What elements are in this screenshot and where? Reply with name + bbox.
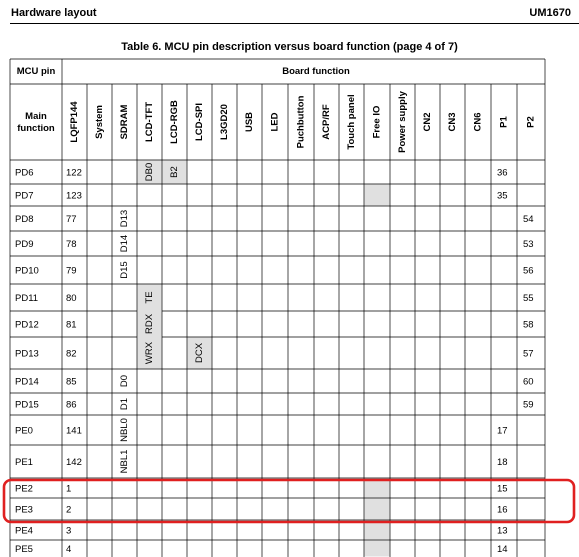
column-header: LCD-TFT: [144, 101, 155, 143]
row-function: B2: [169, 166, 180, 178]
row-function: D13: [119, 209, 130, 228]
row-lqfp: 78: [66, 239, 77, 250]
row-function: RDX: [144, 313, 155, 335]
row-pin-name: PE1: [15, 457, 33, 468]
row-p2: 60: [523, 376, 534, 388]
header-main-function: Main: [25, 111, 47, 122]
row-pin-name: PD8: [15, 214, 34, 225]
row-p1: 14: [497, 544, 508, 555]
column-header: Power supply: [397, 91, 408, 153]
row-p1: 15: [497, 483, 508, 495]
group-board-function: Board function: [282, 66, 350, 77]
row-lqfp: 142: [66, 457, 82, 468]
row-function: TE: [144, 291, 155, 304]
row-pin-name: PE0: [15, 425, 33, 437]
row-p2: 57: [523, 348, 534, 360]
row-p1: 16: [497, 504, 508, 516]
row-pin-name: PD13: [15, 348, 39, 360]
shaded-cell: [365, 185, 390, 206]
row-lqfp: 86: [66, 399, 77, 411]
column-header: CN3: [447, 112, 458, 132]
column-header: P2: [525, 116, 537, 128]
row-function: D15: [119, 261, 130, 279]
row-p2: 54: [523, 214, 534, 225]
shaded-cell: [365, 479, 390, 498]
row-p2: 53: [523, 239, 534, 250]
document-id: UM1670: [529, 7, 571, 19]
column-header: CN2: [422, 112, 433, 132]
column-header: LQFP144: [69, 101, 80, 143]
section-title: Hardware layout: [11, 7, 97, 19]
row-lqfp: 141: [66, 425, 82, 437]
shaded-cell: [365, 499, 390, 520]
row-lqfp: 85: [66, 376, 77, 388]
header-main-function: function: [17, 123, 55, 134]
row-function: DCX: [194, 342, 205, 364]
row-lqfp: 123: [66, 190, 82, 202]
row-lqfp: 3: [66, 525, 72, 537]
column-header: USB: [244, 111, 255, 133]
column-header: CN6: [472, 112, 484, 132]
row-lqfp: 2: [66, 504, 72, 516]
column-header: SDRAM: [119, 104, 130, 140]
row-pin-name: PD15: [15, 399, 39, 411]
row-p2: 59: [523, 399, 534, 411]
column-header: Puchbutton: [295, 95, 307, 149]
row-pin-name: PD9: [15, 239, 34, 250]
column-header: Touch panel: [346, 94, 357, 150]
column-header: LED: [269, 112, 281, 132]
row-function: D14: [119, 234, 130, 253]
row-pin-name: PE2: [15, 483, 33, 495]
column-header: Free IO: [371, 105, 383, 139]
table-caption: Table 6. MCU pin description versus board function (page 4 of 7): [121, 41, 458, 53]
column-header: L3GD20: [219, 104, 230, 140]
row-p1: 13: [497, 525, 508, 537]
row-pin-name: PE3: [15, 504, 33, 516]
row-lqfp: 77: [66, 214, 77, 225]
row-pin-name: PD6: [15, 167, 34, 179]
row-pin-name: PD14: [15, 376, 39, 388]
row-p2: 56: [523, 265, 534, 277]
column-header: LCD-SPI: [194, 103, 205, 141]
row-function: DB0: [144, 162, 155, 182]
row-lqfp: 81: [66, 319, 77, 331]
row-pin-name: PD11: [15, 293, 39, 304]
row-function: NBL0: [119, 418, 130, 442]
group-mcu-pin: MCU pin: [16, 66, 56, 77]
row-pin-name: PE5: [15, 544, 33, 555]
column-header: LCD-RGB: [169, 100, 180, 144]
row-p1: 36: [497, 167, 508, 179]
highlight-box: [4, 480, 574, 522]
row-lqfp: 122: [66, 167, 82, 179]
row-lqfp: 80: [66, 293, 77, 304]
row-pin-name: PE4: [15, 525, 33, 537]
row-pin-name: PD12: [15, 319, 39, 331]
row-lqfp: 1: [66, 483, 72, 495]
row-p1: 17: [497, 425, 508, 437]
row-p1: 35: [497, 190, 508, 202]
shaded-cell: [365, 521, 390, 540]
shaded-cell: [365, 541, 390, 557]
row-function: WRX: [144, 341, 155, 365]
row-function: NBL1: [119, 449, 130, 474]
column-header: P1: [498, 116, 510, 128]
column-header: System: [94, 105, 105, 139]
row-pin-name: PD7: [15, 190, 34, 202]
row-lqfp: 4: [66, 544, 72, 555]
row-lqfp: 82: [66, 348, 77, 360]
row-p2: 55: [523, 293, 534, 304]
row-lqfp: 79: [66, 265, 77, 277]
column-header: ACP/RF: [321, 104, 332, 140]
row-function: D0: [119, 374, 130, 388]
row-pin-name: PD10: [15, 265, 39, 277]
row-p1: 18: [497, 457, 508, 468]
row-function: D1: [119, 397, 130, 411]
row-p2: 58: [523, 319, 534, 331]
